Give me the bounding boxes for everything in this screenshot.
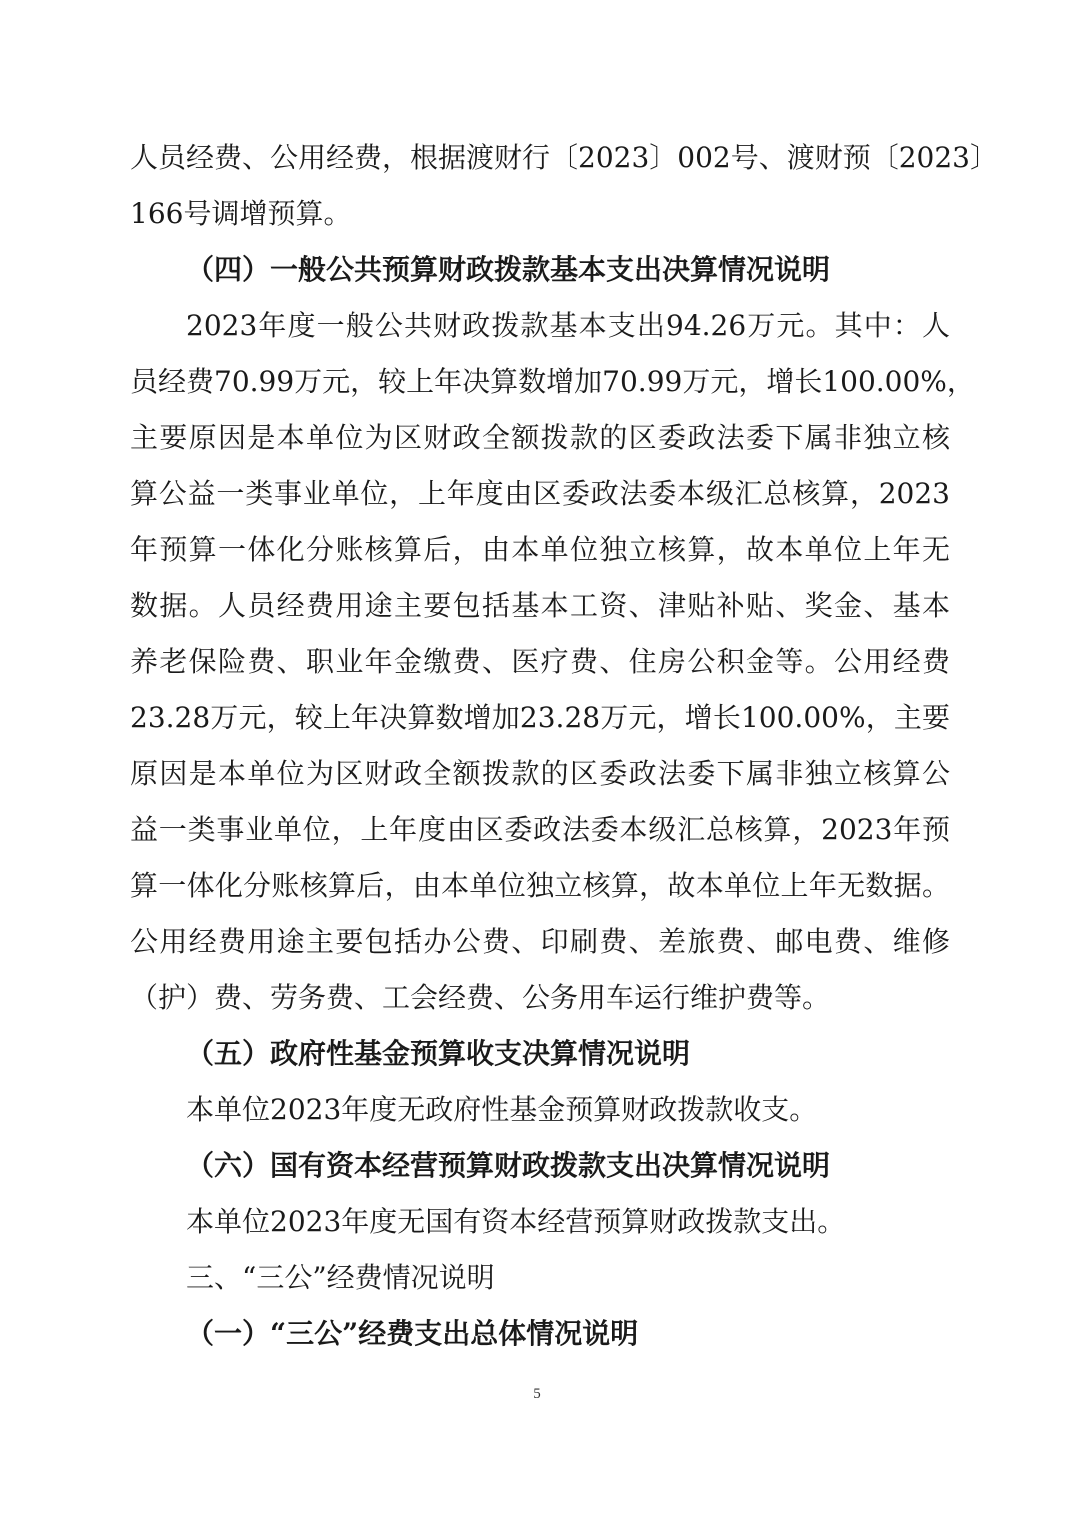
page-number: 5 <box>533 1386 541 1402</box>
text-line: 本单位2023年度无政府性基金预算财政拨款收支。 <box>186 1093 818 1126</box>
text-line: 公用经费用途主要包括办公费、印刷费、差旅费、邮电费、维修 <box>130 925 950 958</box>
text-line: 2023年度一般公共财政拨款基本支出94.26万元。其中：人 <box>186 309 950 342</box>
chapter-heading: 三、“三公”经费情况说明 <box>186 1261 495 1294</box>
section-heading: （五）政府性基金预算收支决算情况说明 <box>186 1037 691 1070</box>
section-heading: （六）国有资本经营预算财政拨款支出决算情况说明 <box>186 1149 831 1182</box>
text-line: 算公益一类事业单位，上年度由区委政法委本级汇总核算，2023 <box>130 477 950 510</box>
text-line: 数据。人员经费用途主要包括基本工资、津贴补贴、奖金、基本 <box>130 589 950 622</box>
text-line: 主要原因是本单位为区财政全额拨款的区委政法委下属非独立核 <box>130 421 950 454</box>
text-line: 算一体化分账核算后，由本单位独立核算，故本单位上年无数据。 <box>130 869 950 902</box>
text-line: 养老保险费、职业年金缴费、医疗费、住房公积金等。公用经费 <box>130 645 950 678</box>
text-line: 年预算一体化分账核算后，由本单位独立核算，故本单位上年无 <box>130 533 950 566</box>
text-line: 原因是本单位为区财政全额拨款的区委政法委下属非独立核算公 <box>130 757 950 790</box>
section-heading: （四）一般公共预算财政拨款基本支出决算情况说明 <box>186 253 831 286</box>
text-line: 本单位2023年度无国有资本经营预算财政拨款支出。 <box>186 1205 846 1238</box>
section-heading: （一）“三公”经费支出总体情况说明 <box>186 1317 639 1350</box>
text-line: （护）费、劳务费、工会经费、公务用车运行维护费等。 <box>130 981 831 1014</box>
text-line: 益一类事业单位，上年度由区委政法委本级汇总核算，2023年预 <box>130 813 950 846</box>
text-line: 166号调增预算。 <box>130 197 352 230</box>
text-line: 人员经费、公用经费，根据渡财行〔2023〕002号、渡财预〔2023〕 <box>130 141 998 174</box>
text-line: 员经费70.99万元，较上年决算数增加70.99万元，增长100.00%， <box>130 365 975 398</box>
text-line: 23.28万元，较上年决算数增加23.28万元，增长100.00%，主要 <box>130 701 950 734</box>
